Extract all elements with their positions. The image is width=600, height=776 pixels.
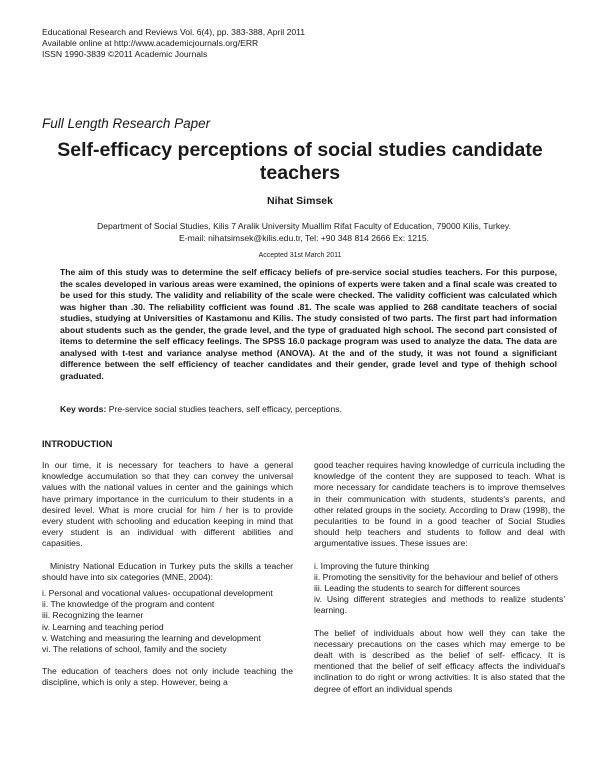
- list-item: iii. Leading the students to search for different sources: [314, 583, 521, 594]
- keywords-label: Key words:: [60, 404, 107, 414]
- skills-list: [42, 588, 293, 655]
- keywords: [60, 404, 557, 414]
- paragraph: The belief of individuals about how well they can take the necessary precautions on the cases which may emerge to be dealt with is described as the belief of self- efficacy. It is mentioned that the belief of self efficacy affects the individual's inclination to do right or wrong activities. It is also stated that the degree of effort an individual spends: [314, 627, 565, 694]
- author-affiliation: [50, 221, 558, 244]
- left-column: [42, 460, 293, 700]
- affiliation-line: Department of Social Studies, Kilis 7 Aralik University Muallim Rifat Faculty of Education, 79000 Kilis, Turkey.: [97, 221, 511, 231]
- list-item: ii. The knowledge of the program and content: [42, 599, 215, 610]
- list-item: ii. Promoting the sensitivity for the behaviour and belief of others: [314, 571, 559, 582]
- keywords-text: Pre-service social studies teachers, self efficacy, perceptions.: [108, 404, 342, 414]
- list-item: iii. Recognizing the learner: [42, 610, 144, 621]
- journal-header: [42, 27, 305, 60]
- paper-type: Full Length Research Paper: [42, 116, 211, 131]
- journal-citation: Educational Research and Reviews Vol. 6(4), pp. 383-388, April 2011: [42, 27, 306, 37]
- list-item: iv. Using different strategies and methods to realize students' learning.: [314, 594, 565, 616]
- paragraph: good teacher requires having knowledge of curricula including the knowledge of the content they are supposed to teach. What is more necessary for candidate teachers is to improve themselves in their communication with students, students's parents, and other related groups in the society. According to Draw (1998), the pecularities to be found in a good teacher of Social Studies should help teachers and students to follow and deal with argumentative issues. These issues are:: [314, 460, 565, 549]
- author-name: Nihat Simsek: [267, 195, 333, 207]
- paragraph: The education of teachers does not only include teaching the discipline, which is only a step. However, being a: [42, 666, 293, 688]
- list-item: iv. Learning and teaching period: [42, 621, 164, 632]
- issues-list: [314, 561, 565, 617]
- journal-url[interactable]: Available online at http://www.academicjournals.org/ERR: [42, 38, 259, 48]
- list-item: i. Personal and vocational values- occupational development: [42, 588, 273, 599]
- paper-title: Self-efficacy perceptions of social studies candidate teachers: [57, 139, 543, 184]
- right-column: [314, 460, 565, 706]
- journal-issn: ISSN 1990-3839 ©2011 Academic Journals: [42, 49, 208, 59]
- list-item: v. Watching and measuring the learning and development: [42, 632, 261, 643]
- paragraph: In our time, it is necessary for teachers to have a general knowledge accumulation so that they can convey the universal values with the national values in center and the gainings which have primary importance in the curriculum to their students in a desired level. What is more crucial for him / her is to provide every student with schooling and education keeping in mind that every student is an individual with different abilities and capasities.: [42, 460, 293, 549]
- abstract: The aim of this study was to determine the self efficacy beliefs of pre-service social studies teachers. For this purpose, the scales developed in various areas were examined, the opinions of experts were taken and a final scale was created to be used for this study. The validity and reliability of the scale were checked. The validity cofficient was calculated which was higher than .30. The reliability cofficient was found .81. The scale was applied to 268 canditate teachers of social studies, studying at Universities of Kastamonu and Kilis. The study consisted of two parts. The first part had information about students such as the gender, the grade level, and the type of graduated high school. The second part consisted of items to determine the self efficacy feelings. The SPSS 16.0 package program was used to analyze the data. The data are analysed with t-test and variance analyse method (ANOVA). At the and of the study, it was not found a significiant difference between the self efficiency of teacher candidates and their gender, grade level and type of thehigh school graduated.: [60, 267, 557, 381]
- section-heading: INTRODUCTION: [42, 439, 113, 449]
- accepted-date: Accepted 31st March 2011: [258, 252, 342, 259]
- contact-line: E-mail: nihatsimsek@kilis.edu.tr, Tel: +90 348 814 2666 Ex: 1215.: [178, 232, 430, 243]
- paragraph: Ministry National Education in Turkey puts the skills a teacher should have into six categories (MNE, 2004):: [42, 560, 293, 582]
- list-item: vi. The relations of school, family and the society: [42, 644, 227, 655]
- list-item: i. Improving the future thinking: [314, 560, 430, 571]
